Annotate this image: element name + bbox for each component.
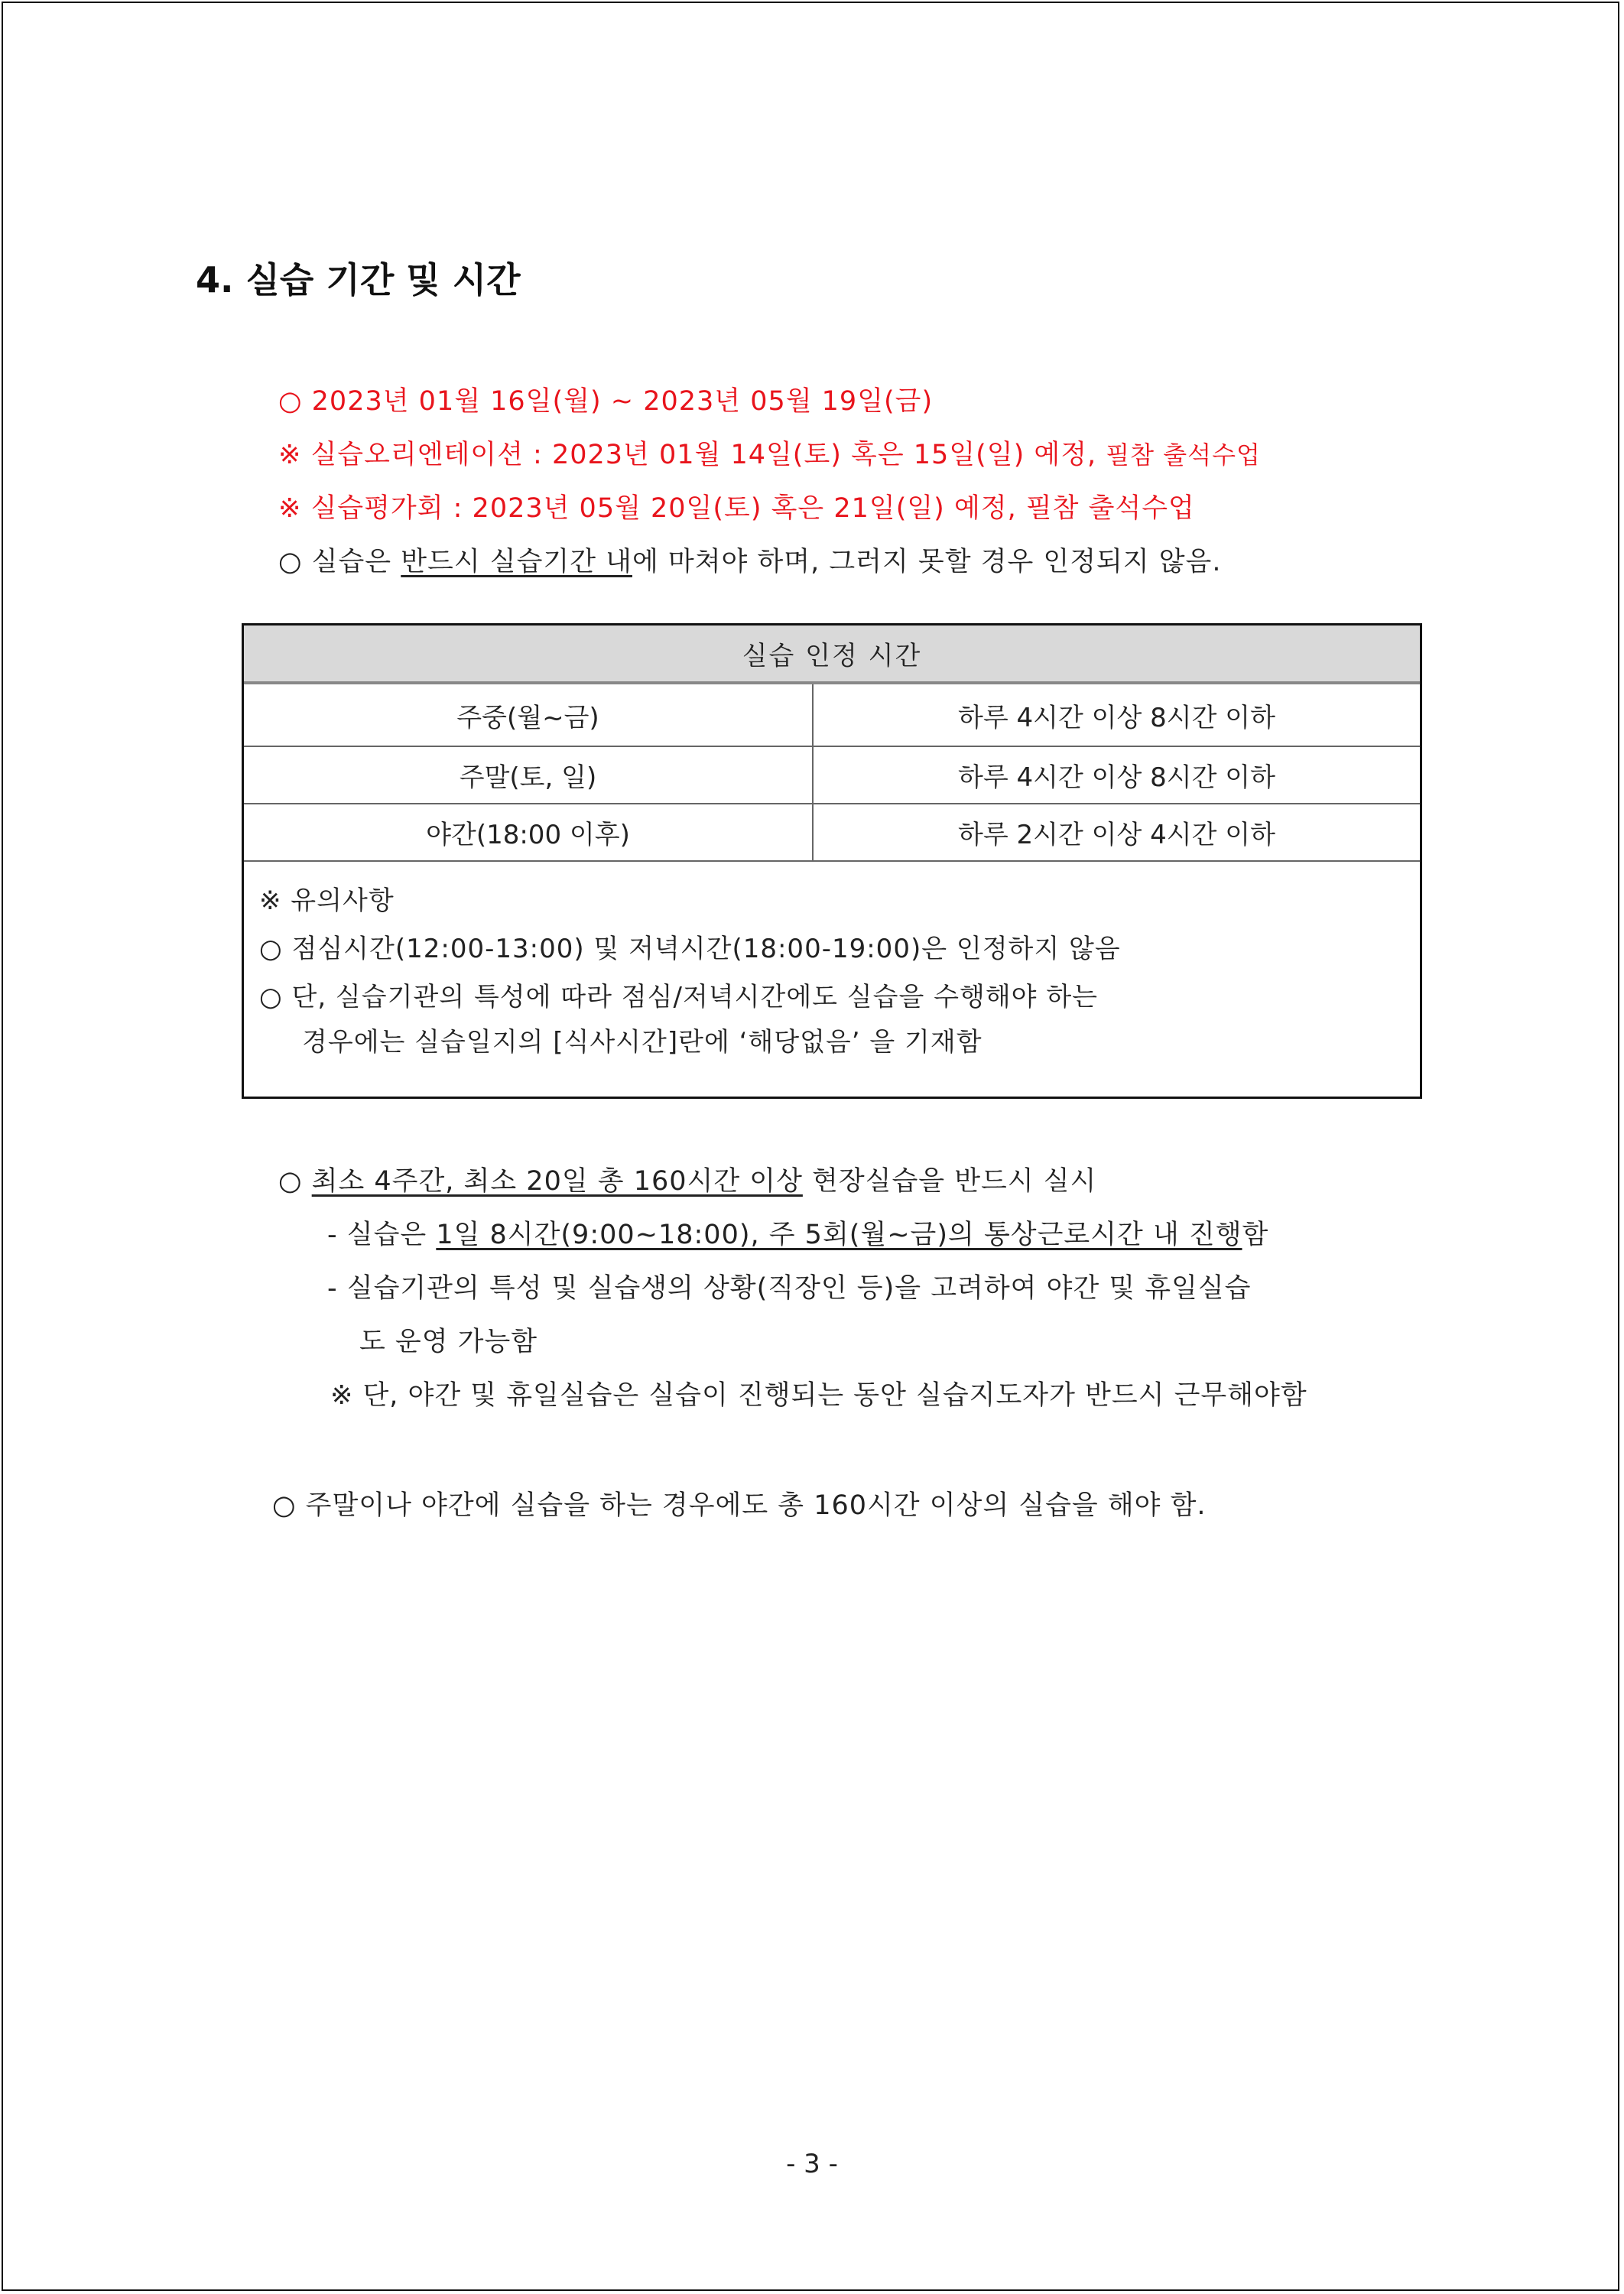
minimum-requirement (278, 1160, 1096, 1198)
row-label: 주중(월~금) (244, 684, 814, 746)
orientation-line (278, 434, 1261, 472)
evaluation-line: ※ 실습평가회 : 2023년 05월 20일(토) 혹은 21일(일) 예정, 필참 출석수업 (278, 493, 1195, 524)
table-row (244, 747, 1420, 804)
flexible-line-cont: 도 운영 가능함 (359, 1327, 538, 1357)
schedule-underlined: 1일 8시간(9:00~18:00), 주 5회(월~금)의 통상근로시간 내 진행 (436, 1220, 1242, 1250)
completion-prefix: ○ 실습은 (278, 547, 401, 577)
row-label: 주말(토, 일) (244, 747, 814, 803)
minimum-prefix: ○ (278, 1166, 312, 1197)
weekend-note: ○ 주말이나 야간에 실습을 하는 경우에도 총 160시간 이상의 실습을 해야 함. (272, 1490, 1207, 1521)
minimum-suffix: 현장실습을 반드시 실시 (802, 1166, 1097, 1197)
orientation-text: ※ 실습오리엔테이션 : 2023년 01월 14일(토) 혹은 15일(일) 예정, (278, 440, 1106, 470)
completion-underlined: 반드시 실습기간 내 (401, 547, 632, 577)
row-value: 하루 2시간 이상 4시간 이하 (958, 820, 1275, 850)
row-value: 하루 4시간 이상 8시간 이하 (958, 762, 1275, 793)
supervisor-note: ※ 단, 야간 및 휴일실습은 실습이 진행되는 동안 실습지도자가 반드시 근무해야함 (330, 1380, 1307, 1411)
flexible-line: - 실습기관의 특성 및 실습생의 상황(직장인 등)을 고려하여 야간 및 휴일실습 (327, 1273, 1252, 1304)
note-exception-cont: 경우에는 실습일지의 [식사시간]란에 ‘해당없음’ 을 기재함 (302, 1027, 983, 1058)
orientation-attendance: 필참 출석수업 (1106, 440, 1261, 470)
section-heading: 4. 실습 기간 및 시간 (196, 259, 521, 301)
table-row (244, 684, 1420, 747)
page-number: - 3 - (786, 2149, 838, 2179)
table-row (244, 804, 1420, 862)
row-label: 야간(18:00 이후) (244, 804, 814, 860)
note-exception: ○ 단, 실습기관의 특성에 따라 점심/저녁시간에도 실습을 수행해야 하는 (259, 982, 1099, 1012)
notes-title: ※ 유의사항 (259, 885, 395, 916)
completion-line (278, 541, 1222, 579)
minimum-underlined: 최소 4주간, 최소 20일 총 160시간 이상 (311, 1166, 803, 1197)
schedule-line (327, 1214, 1268, 1252)
row-value: 하루 4시간 이상 8시간 이하 (958, 702, 1275, 733)
table-title: 실습 인정 시간 (244, 625, 1420, 684)
hours-table (242, 623, 1422, 1099)
completion-suffix: 에 마쳐야 하며, 그러지 못할 경우 인정되지 않음. (632, 547, 1222, 577)
page-border (2, 2, 1619, 2291)
period-dates: ○ 2023년 01월 16일(월) ~ 2023년 05월 19일(금) (278, 386, 934, 417)
schedule-prefix: - 실습은 (327, 1220, 437, 1250)
note-meal-hours: ○ 점심시간(12:00-13:00) 및 저녁시간(18:00-19:00)은 인정하지 않음 (259, 934, 1121, 964)
schedule-suffix: 함 (1242, 1220, 1269, 1250)
